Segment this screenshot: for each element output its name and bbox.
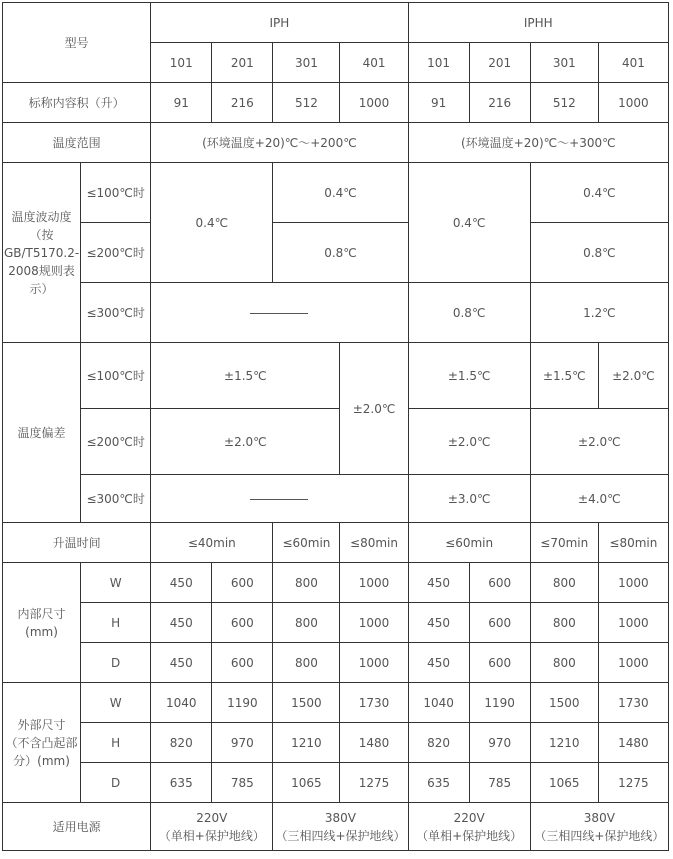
dim-value: 1000 [598, 603, 668, 643]
heating-iph-401: ≤80min [340, 523, 408, 563]
temp-range-label: 温度范围 [3, 123, 151, 163]
dim-value: 820 [408, 723, 469, 763]
spec-table [2, 2, 669, 851]
dim-value: 1480 [340, 723, 408, 763]
dim-value: 600 [469, 643, 530, 683]
dim-value: 970 [212, 723, 273, 763]
outer-dim-label-line: 分）(mm) [13, 753, 70, 768]
deviation-iph-401: ±2.0℃ [340, 343, 408, 475]
outer-dim-label-line: 外部尺寸 [17, 717, 66, 732]
fluctuation-condition: ≤200℃时 [81, 223, 151, 283]
heating-iphh-small: ≤60min [408, 523, 530, 563]
fluctuation-iphh-large-100: 0.4℃ [530, 163, 668, 223]
heating-label: 升温时间 [3, 523, 151, 563]
volume-value: 91 [408, 83, 469, 123]
model-number: 301 [530, 43, 598, 83]
dim-value: 1480 [598, 723, 668, 763]
dim-value: 600 [212, 563, 273, 603]
model-number: 201 [212, 43, 273, 83]
heating-iphh-401: ≤80min [598, 523, 668, 563]
volume-value: 512 [273, 83, 340, 123]
fluctuation-iph-small: 0.4℃ [151, 163, 273, 283]
not-applicable-dash [250, 313, 308, 314]
deviation-condition: ≤300℃时 [81, 475, 151, 523]
dim-value: 1210 [530, 723, 598, 763]
volume-label: 标称内容积（升） [3, 83, 151, 123]
power-option [408, 803, 530, 851]
power-option [151, 803, 273, 851]
model-label: 型号 [3, 3, 151, 83]
deviation-iph-small-200: ±2.0℃ [151, 409, 340, 475]
deviation-iphh-small-100: ±1.5℃ [408, 343, 530, 409]
deviation-iphh-large-300: ±4.0℃ [530, 475, 668, 523]
dim-value: 1040 [408, 683, 469, 723]
dim-value: 1000 [340, 603, 408, 643]
inner-dim-label-line: 内部尺寸 [17, 606, 66, 621]
model-number: 101 [408, 43, 469, 83]
dim-value: 1190 [212, 683, 273, 723]
volume-value: 216 [212, 83, 273, 123]
dim-letter: W [81, 683, 151, 723]
deviation-iphh-small-200: ±2.0℃ [408, 409, 530, 475]
dim-value: 635 [408, 763, 469, 803]
fluctuation-iphh-large-200: 0.8℃ [530, 223, 668, 283]
dim-value: 450 [151, 563, 212, 603]
dim-value: 1500 [273, 683, 340, 723]
dim-value: 1275 [598, 763, 668, 803]
dim-value: 600 [469, 563, 530, 603]
volume-value: 1000 [598, 83, 668, 123]
dim-value: 800 [530, 563, 598, 603]
dim-value: 800 [530, 643, 598, 683]
dim-letter: D [81, 643, 151, 683]
inner-dim-label-line: (mm) [25, 624, 58, 639]
outer-dim-label-line: （不含凸起部 [5, 735, 78, 750]
deviation-iphh-301-100: ±1.5℃ [530, 343, 598, 409]
temp-range-iphh: (环境温度+20)℃～+300℃ [408, 123, 668, 163]
heating-iph-301: ≤60min [273, 523, 340, 563]
fluctuation-iph-large-200: 0.8℃ [273, 223, 408, 283]
volume-value: 91 [151, 83, 212, 123]
model-number: 401 [340, 43, 408, 83]
dim-value: 1065 [530, 763, 598, 803]
outer-dim-label [3, 683, 81, 803]
power-voltage: 220V [453, 810, 485, 825]
dim-value: 635 [151, 763, 212, 803]
power-desc: （单相+保护地线） [416, 828, 523, 843]
dim-value: 1190 [469, 683, 530, 723]
dim-value: 800 [273, 603, 340, 643]
model-number: 301 [273, 43, 340, 83]
dim-value: 450 [151, 643, 212, 683]
deviation-iphh-small-300: ±3.0℃ [408, 475, 530, 523]
dim-letter: H [81, 603, 151, 643]
volume-value: 512 [530, 83, 598, 123]
power-label: 适用电源 [3, 803, 151, 851]
deviation-iph-300-na [151, 475, 408, 523]
dim-value: 1275 [340, 763, 408, 803]
volume-value: 216 [469, 83, 530, 123]
fluctuation-label [3, 163, 81, 343]
dim-value: 800 [530, 603, 598, 643]
dim-value: 1040 [151, 683, 212, 723]
dim-value: 1000 [598, 563, 668, 603]
deviation-iph-small-100: ±1.5℃ [151, 343, 340, 409]
dim-value: 1000 [340, 563, 408, 603]
deviation-iphh-401-100: ±2.0℃ [598, 343, 668, 409]
fluctuation-iphh-small-300: 0.8℃ [408, 283, 530, 343]
dim-value: 1210 [273, 723, 340, 763]
not-applicable-dash [250, 499, 308, 500]
fluctuation-iph-300-na [151, 283, 408, 343]
power-voltage: 220V [196, 810, 228, 825]
dim-value: 1065 [273, 763, 340, 803]
dim-value: 785 [469, 763, 530, 803]
fluctuation-label-line: 示） [29, 281, 54, 296]
power-option [530, 803, 668, 851]
dim-letter: H [81, 723, 151, 763]
heating-iph-small: ≤40min [151, 523, 273, 563]
series-iphh: IPHH [408, 3, 668, 43]
dim-value: 450 [408, 643, 469, 683]
power-desc: （三相四线+保护地线） [275, 828, 406, 843]
heating-iphh-301: ≤70min [530, 523, 598, 563]
deviation-label: 温度偏差 [3, 343, 81, 523]
dim-value: 450 [408, 603, 469, 643]
dim-value: 450 [151, 603, 212, 643]
fluctuation-label-line: 温度波动度 [11, 209, 72, 224]
series-iph: IPH [151, 3, 408, 43]
fluctuation-iphh-small: 0.4℃ [408, 163, 530, 283]
dim-value: 785 [212, 763, 273, 803]
temp-range-iph: (环境温度+20)℃～+200℃ [151, 123, 408, 163]
deviation-condition: ≤200℃时 [81, 409, 151, 475]
model-number: 401 [598, 43, 668, 83]
dim-value: 600 [212, 603, 273, 643]
dim-value: 600 [469, 603, 530, 643]
power-desc: （三相四线+保护地线） [534, 828, 665, 843]
dim-letter: D [81, 763, 151, 803]
fluctuation-label-line: 2008规则表 [8, 263, 75, 278]
dim-value: 1730 [598, 683, 668, 723]
dim-value: 600 [212, 643, 273, 683]
deviation-iphh-large-200: ±2.0℃ [530, 409, 668, 475]
dim-value: 1000 [340, 643, 408, 683]
dim-letter: W [81, 563, 151, 603]
dim-value: 1500 [530, 683, 598, 723]
dim-value: 800 [273, 563, 340, 603]
fluctuation-condition: ≤100℃时 [81, 163, 151, 223]
deviation-condition: ≤100℃时 [81, 343, 151, 409]
model-number: 101 [151, 43, 212, 83]
dim-value: 820 [151, 723, 212, 763]
volume-value: 1000 [340, 83, 408, 123]
fluctuation-iphh-large-300: 1.2℃ [530, 283, 668, 343]
dim-value: 1730 [340, 683, 408, 723]
power-desc: （单相+保护地线） [158, 828, 265, 843]
inner-dim-label [3, 563, 81, 683]
fluctuation-iph-large-100: 0.4℃ [273, 163, 408, 223]
power-voltage: 380V [583, 810, 615, 825]
dim-value: 970 [469, 723, 530, 763]
fluctuation-label-line: （按 [29, 227, 54, 242]
dim-value: 1000 [598, 643, 668, 683]
dim-value: 450 [408, 563, 469, 603]
power-voltage: 380V [324, 810, 357, 825]
fluctuation-label-line: GB/T5170.2- [3, 245, 80, 260]
model-number: 201 [469, 43, 530, 83]
power-option [273, 803, 408, 851]
dim-value: 800 [273, 643, 340, 683]
fluctuation-condition: ≤300℃时 [81, 283, 151, 343]
